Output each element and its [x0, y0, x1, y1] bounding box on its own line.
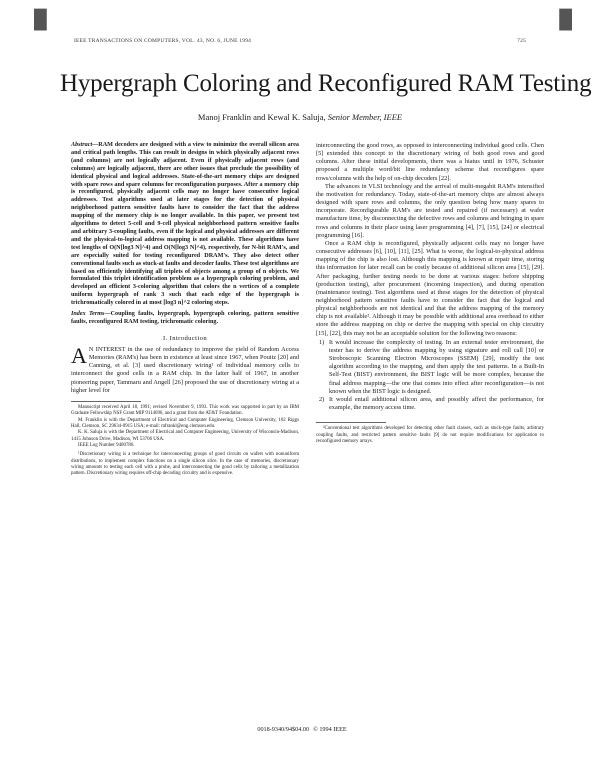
paper-title: Hypergraph Coloring and Reconfigured RAM Testing [60, 70, 592, 97]
list-text: It would increase the complexity of testing. In an external tester environment, the tester has to derive the address mapping by using signature and roll call [10] or Stroboscopic Scanning Electron Microscopes (SSEM) [29], modify the test algorithm according to the mapping, and then apply the test patterns. In a Built-In Self-Test (BIST) environment, the BIST logic will be more complex, because the final address mapping—the one that comes into effect after reconfiguration—is not known when the BIST logic is designed. [329, 338, 544, 395]
crop-mark-top-right: █ [559, 9, 572, 29]
right-column [316, 142, 544, 445]
intro-text: N INTEREST in the use of redundancy to improve the yield of Random Access Memories (RAM's) has been in existence at least since 1967, when Pouitz [20] and Canning, et al. [3] used discretionary wiring¹ of individual memory cells to interconnect the good cells in a RAM chip. In the latter half of 1967, in another pioneering paper, Tammaru and Angell [26] proposed the use of discretionary wiring at a higher level for [71, 346, 299, 394]
footnote-log: IEEE Log Number 9400786. [78, 443, 135, 448]
footnote-saluja: K. K. Saluja is with the Department of Electrical and Computer Engineering, University of Wisconsin-Madison, 1415 Johnson Drive, Madison, WI 53706 USA. [71, 430, 299, 442]
right-paragraph-2: The advances in VLSI technology and the arrival of multi-megabit RAM's intensified the motivation for redundancy. Today, state-of-the-art memory chips are almost always designed with spare rows and columns, the only question being how many spares to incorporate. Reconfigurable RAM's are tested and repaired (if necessary) at wafer manufacture time, by disconnecting the defective rows and columns and bringing in spare rows and columns in their place using laser programming [4], [7], [15], [24] or electrical programming [16]. [316, 182, 544, 239]
index-terms [71, 311, 299, 327]
list-item [316, 339, 544, 396]
left-column [71, 142, 299, 478]
journal-info: IEEE TRANSACTIONS ON COMPUTERS, VOL. 43, NO. 6, JUNE 1994 [74, 38, 252, 44]
copyright-text: © 1994 IEEE [313, 726, 347, 733]
author-names: Manoj Franklin and Kewal K. Saluja, [197, 112, 328, 122]
right-paragraph-1: interconnecting the good rows, as opposed to interconnecting individual good cells. Chen [5] extended this concept to the discretionary wiring of both good rows and good columns. After these initial developments, there was a hiatus until in 1976, Schuster proposed a multiple word/bit line redundancy scheme that reconfigures spare rows/columns with the help of on-chip decoders [22]. [316, 142, 544, 182]
right-paragraph-3: Once a RAM chip is reconfigured, physically adjacent cells may no longer have consecutive addresses [6], [10], [11], [25]. What is worse, the logical-to-physical address mapping of the chip is also lost. Although this mapping is known at repair time, storing this information for later recall can be costly because of additional silicon area [15], [29]. After packaging, further testing needs to be done at various stages: before shipping (production testing), after procurement (incoming inspection), and during operation (maintenance testing). Test algorithms used at these stages for the detection of physical neighborhood pattern sensitive faults have to consider the fact that the logical and physical neighborhoods are not identical and that the address mapping of the memory chip is not available². Although it may be possible with additional area overhead to either store the address mapping on chip or derive the mapping with special on chip circuitry [15], [22], this may not be an acceptable solution for the following two reasons: [316, 239, 544, 337]
drop-cap: A [71, 343, 87, 368]
issn-code: 0018-9340/94$04.00 [257, 726, 310, 733]
author-role: Senior Member, IEEE [327, 112, 403, 122]
abstract-label: Abstract [71, 142, 93, 148]
abstract [71, 142, 299, 308]
page-number: 725 [517, 38, 526, 44]
index-terms-text: —Coupling faults, hypergraph, hypergraph coloring, pattern sensitive faults, reconfigured RAM testing, trichromatic coloring. [71, 311, 299, 325]
footnote-2: ²Conventional test algorithms developed for detecting other fault classes, such as stuck-type faults, arbitrary coupling faults, and restricted pattern sensitive faults [9] do not require modifications for application to reconfigured memory arrays. [316, 426, 544, 444]
footnotes [71, 405, 299, 478]
index-terms-label: Index Terms [71, 311, 105, 318]
footnote-received: Manuscript received April 18, 1991; revised November 9, 1993. This work was supported in part by an IBM Graduate Fellowship NSF Grant MIP 9114696, and a grant from the AT&T Foundation. [71, 404, 299, 417]
reasons-list [316, 339, 544, 412]
author-line [60, 112, 540, 122]
list-item [316, 396, 544, 412]
list-number: 1) [319, 338, 325, 346]
footnote-1: ¹Discretionary wiring is a technique for interconnecting groups of good circuits on wafers with nonuniform distributions, to implement complex functions on a single silicon slice. In the case of memories, discretionary wiring amounts to testing each cell with a probe, and interconnecting the good cells by tailoring a metallization pattern. Discretionary wiring requires off-chip decoding circuitry and is expensive. [71, 452, 299, 477]
section-heading: I. Introduction [162, 334, 208, 342]
intro-paragraph [71, 343, 299, 395]
crop-mark-top-left: █ [34, 9, 47, 29]
list-number: 2) [319, 395, 325, 403]
footnote-franklin: M. Franklin is with the Department of Electrical and Computer Engineering, Clemson University, 102 Riggs Hall, Clemson, SC 29634-0915 USA; e-mail: mfrankl@eng.clemson.edu. [71, 417, 299, 429]
running-header [74, 38, 526, 50]
abstract-text: —RAM decoders are designed with a view to minimize the overall silicon area and critical path lengths. This can result in designs in which physically adjacent rows (and columns) are not logically adjacent. Even if physically adjacent rows (and columns) are logically adjacent, there are other issues that preclude the possibility of identical physical and logical addresses. State-of-the-art memory chips are designed with spare rows and spare columns for reconfiguration purposes. After a memory chip is reconfigured, physically adjacent cells may no longer have consecutive logical addresses. Test algorithms used at later stages for the detection of physical neighborhood pattern sensitive faults have to consider the fact that the address mapping of the memory chip is no longer available. In this paper, we present test algorithms to detect 5-cell and 9-cell physical neighborhood pattern sensitive faults and arbitrary 3-coupling faults, even if the logical and physical addresses are different and the physical-to-logical address mapping is not available. These algorithms have test lengths of O(N[log3 N]^4) and O(N[log3 N]^4), respectively, for N-bit RAM's, and are especially suited for testing reconfigured DRAM's. They also detect other conventional faults such as stuck-at faults and decoder faults. These test algorithms are based on efficiently identifying all triplets of objects among a group of n objects. We formulated this triplet identification problem as a hypergraph coloring problem, and developed an efficient 3-coloring algorithm that colors the n vertices of a complete uniform hypergraph of rank 3 such that each edge of the hypergraph is trichromatically colored in at most [log3 n]^2 coloring steps. [71, 142, 299, 307]
list-text: It would entail additional silicon area, and possibly affect the performance, for example, the memory access time. [329, 395, 544, 411]
footnote-divider [71, 401, 141, 402]
copyright-line [0, 726, 600, 733]
footnote-divider [316, 422, 386, 423]
